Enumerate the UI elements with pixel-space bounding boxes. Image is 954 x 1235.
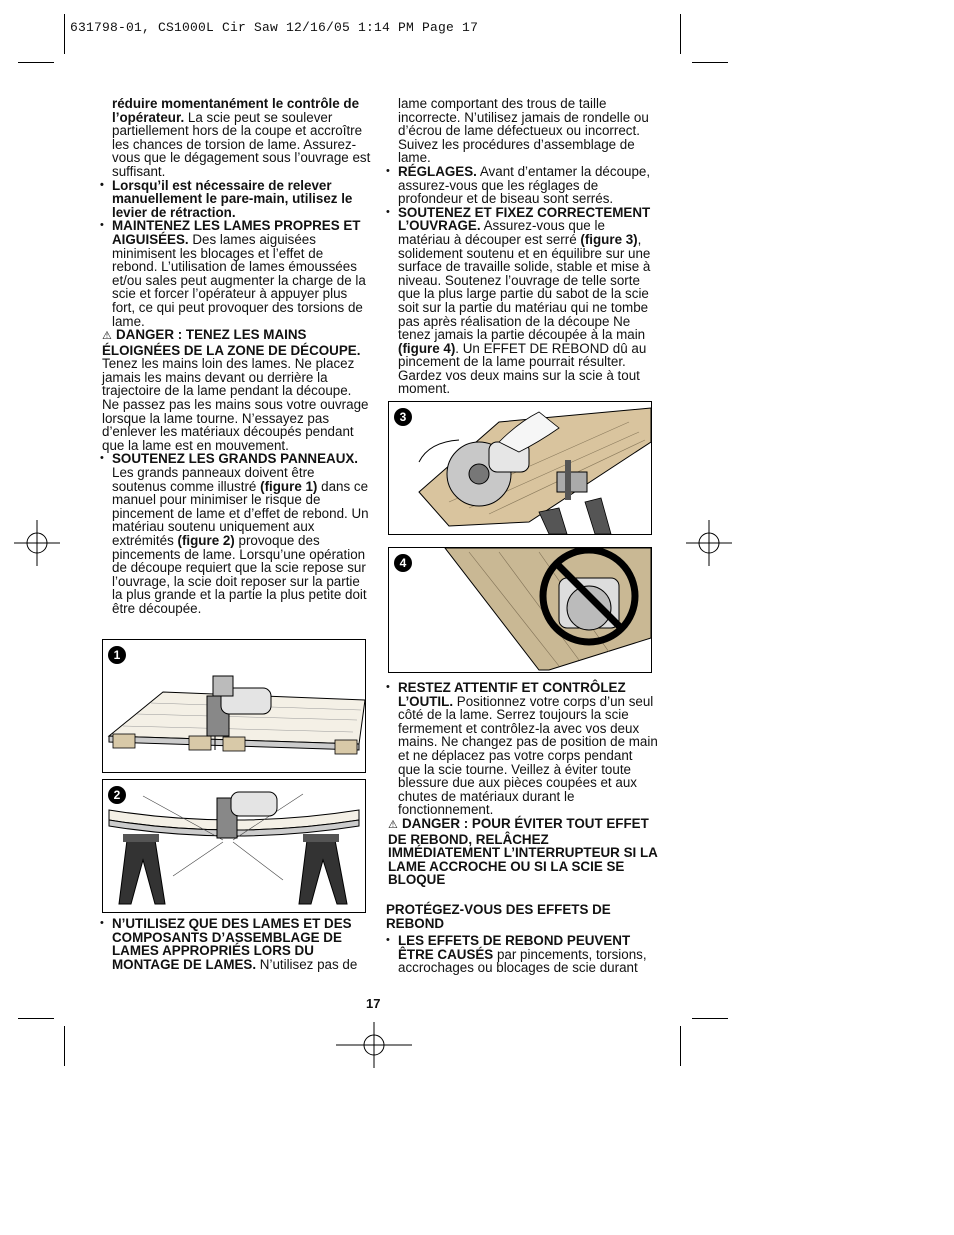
registration-mark-bottom (336, 1022, 412, 1068)
bullet-item: • LES EFFETS DE REBOND PEUVENT ÊTRE CAUSÉS par pincements, torsions, accrochages ou blocages de scie durant (386, 934, 658, 975)
figure-4-badge: 4 (394, 554, 412, 572)
bullet-item: • SOUTENEZ LES GRANDS PANNEAUX. Les grands panneaux doivent être soutenus comme illustré (figure 1) dans ce manuel pour minimiser le risque de pincement de lame et d’effet de rebond. Un matériau soutenu uniquement aux extrémités (figure 2) provoque des pincements de lame. Lorsqu’une opération de découpe requiert que la scie repose sur l’ouvrage, la scie doit reposer sur la partie la plus grande et la partie la plus petite doit être découpée. (100, 452, 372, 615)
figure-1-illustration (103, 640, 365, 772)
right-column (386, 97, 658, 396)
right-column-bottom (386, 681, 658, 975)
section-heading: PROTÉGEZ-VOUS DES EFFETS DE REBOND (386, 901, 611, 931)
figure-4-illustration (389, 548, 651, 672)
left-column-bottom (100, 917, 372, 971)
bullet-item: • N’UTILISEZ QUE DES LAMES ET DES COMPOSANTS D’ASSEMBLAGE DE LAMES APPROPRIÉS LORS DU MONTAGE DE LAMES. N’utilisez pas de (100, 917, 372, 971)
left-column (100, 97, 372, 616)
crop-mark (64, 14, 65, 54)
figure-2-illustration (103, 780, 365, 912)
figure-3-illustration (389, 402, 651, 534)
crop-mark (18, 62, 54, 63)
crop-mark (680, 14, 681, 54)
print-slug: 631798-01, CS1000L Cir Saw 12/16/05 1:14 PM Page 17 (70, 20, 479, 35)
figure-1 (102, 639, 366, 773)
warning-icon: ⚠ (388, 818, 398, 831)
figure-1-badge: 1 (108, 646, 126, 664)
bullet-item: • Lorsqu’il est nécessaire de relever manuellement le pare-main, utilisez le levier de rétraction. (100, 179, 372, 220)
danger-paragraph: ⚠ DANGER : POUR ÉVITER TOUT EFFET DE REBOND, RELÂCHEZ IMMÉDIATEMENT L’INTERRUPTEUR SI LA LAME ACCROCHE OU SI LA SCIE SE BLOQUE (388, 815, 658, 888)
crop-mark (692, 1018, 728, 1019)
warning-icon: ⚠ (102, 330, 112, 343)
bullet-item: • SOUTENEZ ET FIXEZ CORRECTEMENT L’OUVRAGE. Assurez-vous que le matériau à découper est serré (figure 3), solidement soutenu et en équilibre sur une surface de travaille solide, stable et mise à niveau. Soutenez l’ouvrage de telle sorte que la plus large partie du sabot de la scie soit sur la partie du matériau qui ne tombe pas après réalisation de la découpe Ne tenez jamais la partie découpée à la main (figure 4). Un EFFET DE REBOND dû au pincement de la lame pourrait résulter. Gardez vos deux mains sur la scie à tout moment. (386, 206, 658, 396)
crop-mark (64, 1026, 65, 1066)
registration-mark-left (14, 520, 60, 566)
bullet-item: • MAINTENEZ LES LAMES PROPRES ET AIGUISÉES. Des lames aiguisées minimisent les blocages et l’effet de rebond. L’utilisation de lames émoussées et/ou sales peut augmenter la charge de la scie et forcer l’opérateur à appuyer plus fort, ce qui peut provoquer des torsions de lame. (100, 219, 372, 328)
figure-2-badge: 2 (108, 786, 126, 804)
paragraph: lame comportant des trous de taille incorrecte. N’utilisez jamais de rondelle ou d’écrou de lame défectueux ou incorrect. Suivez les procédures d’assemblage de lame. (398, 96, 649, 166)
figure-4 (388, 547, 652, 673)
registration-mark-right (686, 520, 732, 566)
bullet-item: • RESTEZ ATTENTIF ET CONTRÔLEZ L’OUTIL. Positionnez votre corps d’un seul côté de la lame. Serrez toujours la scie fermement et contrôlez-la avec vos deux mains. Ne changez pas de position de main et ne déplacez pas votre corps pendant que la scie tourne. Veillez à éviter toute blessure due aux pièces coupées et aux chutes de matériaux durant le fonctionnement. (386, 681, 658, 817)
figure-2 (102, 779, 366, 913)
paragraph: réduire momentanément le contrôle de l’opérateur. La scie peut se soulever partiellement hors de la coupe et accroître les chances de torsion de lame. Assurez-vous que le dégagement sous l’ouvrage est suffisant. (112, 96, 371, 179)
bullet-item: • RÉGLAGES. Avant d’entamer la découpe, assurez-vous que les réglages de profondeur et de biseau sont serrés. (386, 165, 658, 206)
figure-3-badge: 3 (394, 408, 412, 426)
danger-paragraph: ⚠ DANGER : TENEZ LES MAINS ÉLOIGNÉES DE LA ZONE DE DÉCOUPE. Tenez les mains loin des lames. Ne placez jamais les mains devant ou derrière la trajectoire de la lame pendant la découpe. Ne passez pas les mains sous votre ouvrage lorsque la lame tourne. N’essayez pas d’enlever les matériaux découpés pendant que la lame est en mouvement. (102, 327, 369, 453)
crop-mark (680, 1026, 681, 1066)
page-number: 17 (366, 996, 381, 1011)
crop-mark (18, 1018, 54, 1019)
figure-3 (388, 401, 652, 535)
crop-mark (692, 62, 728, 63)
